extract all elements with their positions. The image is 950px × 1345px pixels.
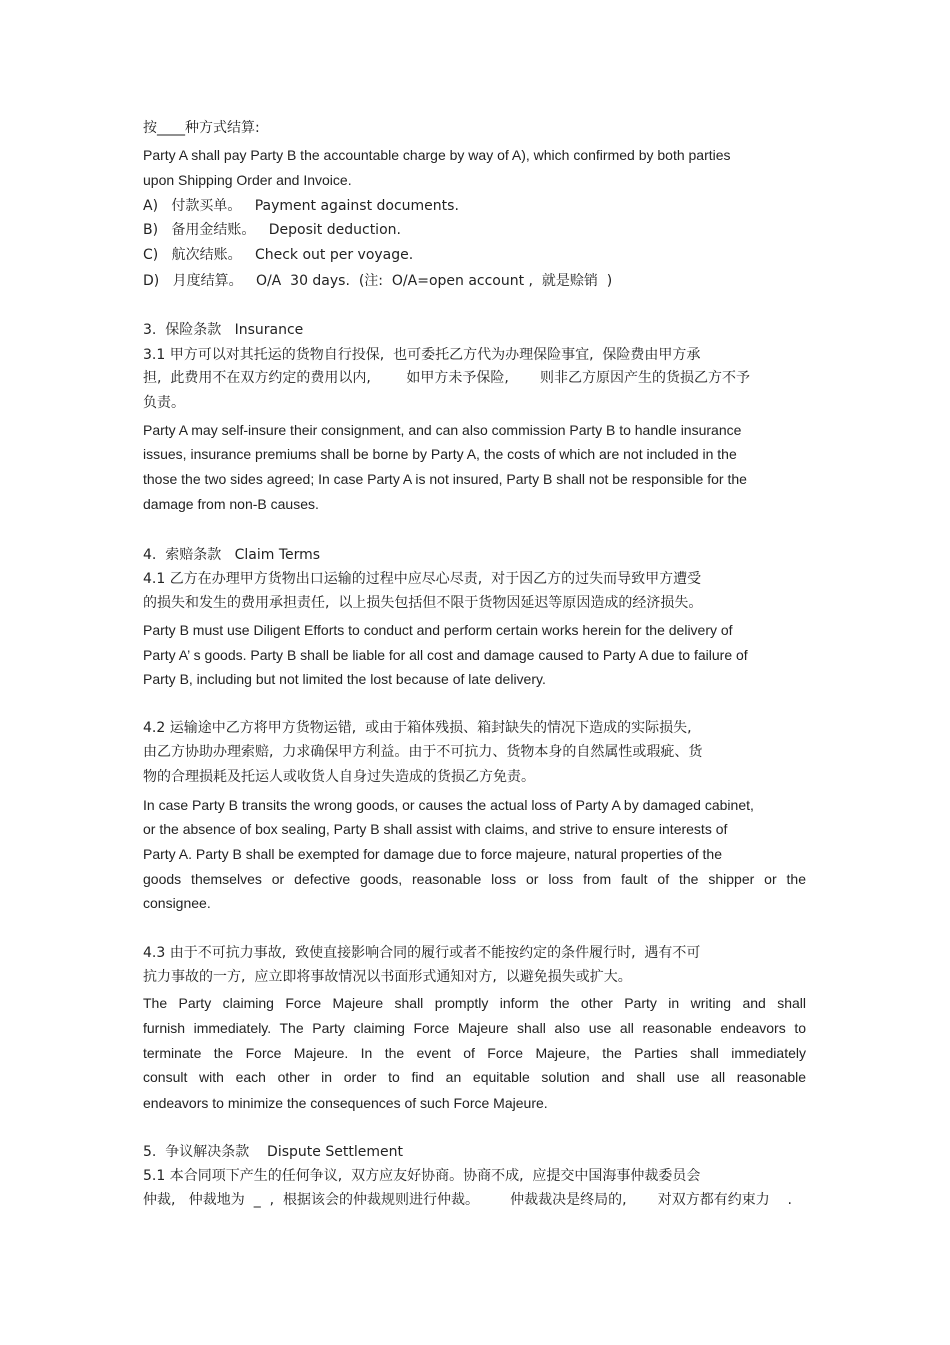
clause-4-2-en-line: goods themselves or defective goods, reasonable loss or loss from fault of the shipper or the (143, 871, 806, 887)
clause-4-1-zh-line: 4.1 乙方在办理甲方货物出口运输的过程中应尽心尽责, 对于因乙方的过失而导致甲方遭受 (143, 571, 702, 587)
clause-4-3-en-line: terminate the Force Majeure. In the event of Force Majeure, the Parties shall immediately (143, 1045, 806, 1061)
clause-3-1-zh-line: 担, 此费用不在双方约定的费用以内, 如甲方未予保险, 则非乙方原因产生的货损乙方不予 (143, 370, 751, 386)
clause-3-1-zh-line: 3.1 甲方可以对其托运的货物自行投保, 也可委托乙方代为办理保险事宜, 保险费由甲方承 (143, 347, 701, 363)
clause-4-2-en-line: or the absence of box sealing, Party B shall assist with claims, and strive to ensure interests of (143, 821, 728, 837)
settlement-method-heading: 按____种方式结算: (143, 120, 260, 136)
clause-4-1-en-line: Party B, including but not limited the lost because of late delivery. (143, 671, 546, 687)
payment-option-a: A) 付款买单。 Payment against documents. (143, 198, 459, 214)
clause-4-2-en-line: Party A. Party B shall be exempted for damage due to force majeure, natural properties of the (143, 846, 722, 862)
clause-4-1-zh-line: 的损失和发生的费用承担责任, 以上损失包括但不限于货物因延迟等原因造成的经济损失。 (143, 595, 703, 611)
clause-4-2-zh-line: 由乙方协助办理索赔, 力求确保甲方利益。由于不可抗力、货物本身的自然属性或瑕疵、货 (143, 744, 703, 760)
clause-5-1-zh-line: 5.1 本合同项下产生的任何争议, 双方应友好协商。协商不成, 应提交中国海事仲裁委员会 (143, 1168, 701, 1184)
section-3-heading: 3. 保险条款 Insurance (143, 322, 304, 338)
clause-3-1-en-line: those the two sides agreed; In case Party A is not insured, Party B shall not be responsible for the (143, 471, 747, 487)
clause-4-2-en-line: In case Party B transits the wrong goods, or causes the actual loss of Party A by damaged cabinet, (143, 797, 754, 813)
clause-4-2-zh-line: 4.2 运输途中乙方将甲方货物运错, 或由于箱体残损、箱封缺失的情况下造成的实际损失, (143, 720, 692, 736)
clause-3-1-en-line: issues, insurance premiums shall be borne by Party A, the costs of which are not included in the (143, 446, 737, 462)
clause-4-3-en-line: furnish immediately. The Party claiming Force Majeure shall also use all reasonable endeavors to (143, 1020, 806, 1036)
clause-4-1-en-line: Party B must use Diligent Efforts to conduct and perform certain works herein for the delivery of (143, 622, 733, 638)
clause-5-1-zh-line: 仲裁, 仲裁地为 _ , 根据该会的仲裁规则进行仲裁。 仲裁裁决是终局的, 对双方都有约束力 . (143, 1192, 792, 1208)
clause-4-2-en-line: consignee. (143, 895, 211, 911)
paragraph-line: Party A shall pay Party B the accountable charge by way of A), which confirmed by both parties (143, 147, 731, 163)
clause-4-3-zh-line: 抗力事故的一方, 应立即将事故情况以书面形式通知对方, 以避免损失或扩大。 (143, 969, 632, 985)
section-5-heading: 5. 争议解决条款 Dispute Settlement (143, 1144, 403, 1160)
clause-3-1-en-line: Party A may self-insure their consignment, and can also commission Party B to handle insurance (143, 422, 742, 438)
payment-option-d: D) 月度结算。 O/A 30 days. (注: O/A=open account , 就是赊销 ) (143, 273, 613, 289)
clause-3-1-en-line: damage from non-B causes. (143, 496, 319, 512)
section-4-heading: 4. 索赔条款 Claim Terms (143, 547, 321, 563)
clause-4-2-zh-line: 物的合理损耗及托运人或收货人自身过失造成的货损乙方免责。 (143, 769, 535, 785)
clause-4-3-zh-line: 4.3 由于不可抗力事故, 致使直接影响合同的履行或者不能按约定的条件履行时, 遇有不可 (143, 945, 701, 961)
clause-4-1-en-line: Party A’ s goods. Party B shall be liable for all cost and damage caused to Party A due to failure of (143, 647, 748, 663)
payment-option-b: B) 备用金结账。 Deposit deduction. (143, 222, 401, 238)
clause-4-3-en-line: consult with each other in order to find an equitable solution and shall use all reasonable (143, 1069, 806, 1085)
clause-4-3-en-line: endeavors to minimize the consequences of such Force Majeure. (143, 1095, 548, 1111)
paragraph-line: upon Shipping Order and Invoice. (143, 172, 352, 188)
clause-4-3-en-line: The Party claiming Force Majeure shall promptly inform the other Party in writing and shall (143, 995, 806, 1011)
clause-3-1-zh-line: 负责。 (143, 395, 185, 411)
payment-option-c: C) 航次结账。 Check out per voyage. (143, 247, 414, 263)
